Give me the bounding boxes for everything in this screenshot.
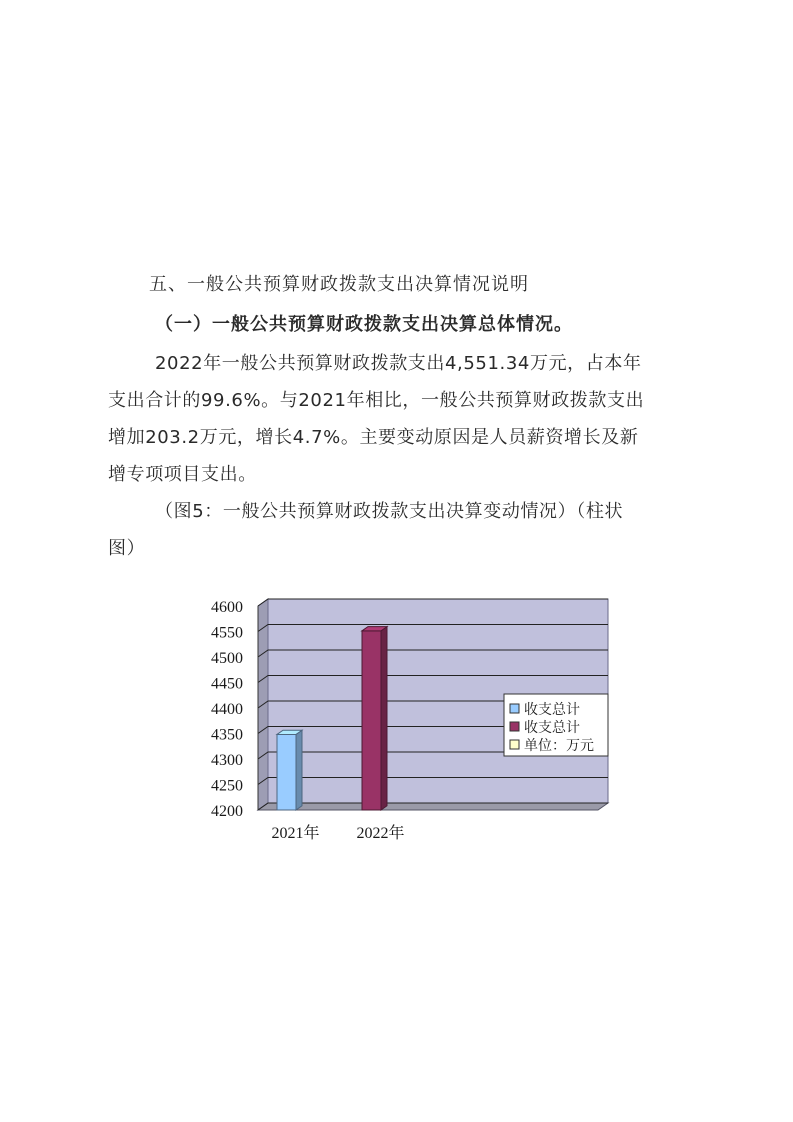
bar-1-1 — [362, 631, 381, 810]
figure-caption-line-2: 图） — [108, 538, 146, 559]
x-tick-label: 2021年 — [271, 825, 320, 842]
bar-side-1-1 — [381, 627, 387, 810]
bar-0-0 — [277, 734, 296, 810]
y-tick-label: 4600 — [211, 599, 243, 616]
bar-chart — [200, 598, 620, 848]
paragraph-line-3: 增加203.2万元，增长4.7%。主要变动原因是人员薪资增长及新 — [108, 427, 639, 448]
legend-label-1: 收支总计 — [524, 721, 580, 736]
y-tick-label: 4450 — [211, 675, 243, 693]
y-tick-label: 4550 — [211, 624, 243, 642]
plot-floor — [258, 803, 608, 810]
figure-caption-line-1: （图5：一般公共预算财政拨款支出决算变动情况）（柱状 — [155, 501, 624, 522]
section-subheading: （一）一般公共预算财政拨款支出决算总体情况。 — [155, 314, 573, 335]
legend-label-0: 收支总计 — [524, 703, 580, 718]
legend-swatch-0 — [510, 704, 519, 713]
paragraph-line-1: 2022年一般公共预算财政拨款支出4,551.34万元，占本年 — [155, 353, 642, 374]
y-tick-label: 4200 — [211, 803, 243, 820]
legend-swatch-2 — [510, 740, 519, 749]
section-heading: 五、一般公共预算财政拨款支出决算情况说明 — [149, 274, 529, 295]
y-tick-label: 4300 — [211, 752, 243, 769]
y-tick-label: 4400 — [211, 701, 243, 718]
paragraph-line-4: 增专项项目支出。 — [108, 464, 257, 485]
legend-swatch-1 — [510, 722, 519, 731]
bar-side-0-0 — [296, 730, 302, 810]
y-tick-label: 4500 — [211, 650, 243, 667]
paragraph-line-2: 支出合计的99.6%。与2021年相比，一般公共预算财政拨款支出 — [108, 390, 645, 411]
x-tick-label: 2022年 — [356, 825, 405, 842]
y-tick-label: 4350 — [211, 726, 243, 744]
y-tick-label: 4250 — [211, 777, 243, 795]
legend-label-2: 单位：万元 — [524, 739, 594, 754]
